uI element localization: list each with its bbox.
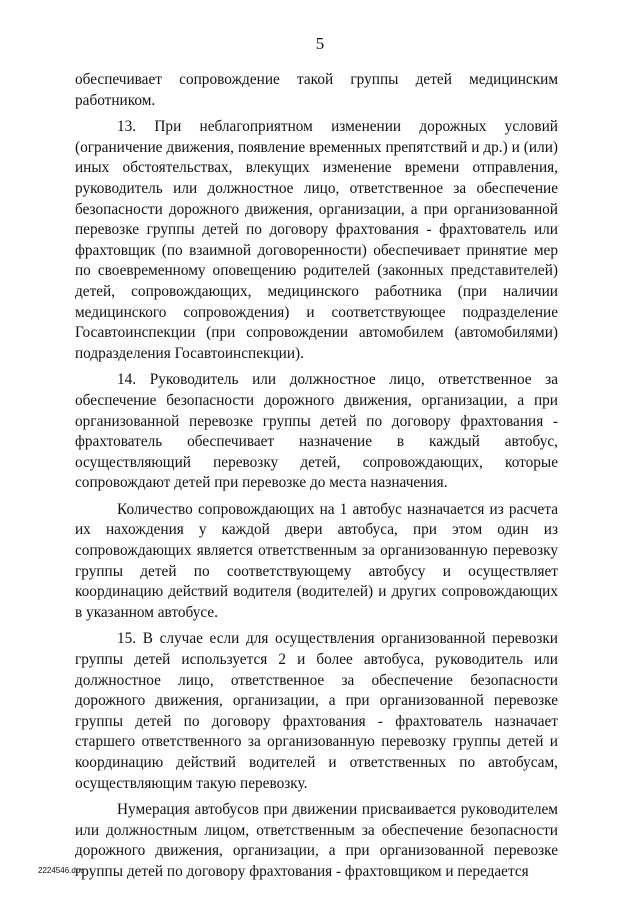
paragraph-bus-numbering: Нумерация автобусов при движении присваивается руководителем или должностным лицом, ответственным за обеспечение безопасности дорожного движения, организации, а при организованной перевозке группы детей по договору фрахтования - фрахтовщиком и передается: [75, 801, 558, 880]
footer-filename: 2224546.doc: [38, 866, 85, 875]
document-body: [75, 70, 558, 889]
paragraph-continuation: обеспечивает сопровождение такой группы детей медицинским работником.: [75, 71, 558, 109]
paragraph-item-15: 15. В случае если для осуществления организованной перевозки группы детей используется 2 и более автобуса, руководитель или должностное лицо, ответственное за обеспечение безопасности дорожного движения, организации, а при организованной перевозке группы детей по договору фрахтования - фрахтователь назначает старшего ответственного за организованную перевозку группы детей и координацию действий водителей и ответственных по автобусам, осуществляющим такую перевозку.: [75, 630, 558, 792]
paragraph-item-13: 13. При неблагоприятном изменении дорожных условий (ограничение движения, появление временных препятствий и др.) и (или) иных обстоятельствах, влекущих изменение времени отправления, руководитель или должностное лицо, ответственное за обеспечение безопасности дорожного движения, организации, а при организованной перевозке группы детей по договору фрахтования - фрахтователь или фрахтовщик (по взаимной договоренности) обеспечивает принятие мер по своевременному оповещению родителей (законных представителей) детей, сопровождающих, медицинского работника (при наличии медицинского сопровождения) и соответствующее подразделение Госавтоинспекции (при сопровождении автомобилем (автомобилями) подразделения Госавтоинспекции).: [75, 118, 558, 362]
paragraph-item-14: 14. Руководитель или должностное лицо, ответственное за обеспечение безопасности дорожного движения, организации, а при организованной перевозке группы детей по договору фрахтования - фрахтователь обеспечивает назначение в каждый автобус, осуществляющий перевозку детей, сопровождающих, которые сопровождают детей при перевозке до места назначения.: [75, 371, 558, 492]
page-number: 5: [315, 34, 325, 53]
paragraph-escort-count: Количество сопровождающих на 1 автобус назначается из расчета их нахождения у каждой двери автобуса, при этом один из сопровождающих является ответственным за организованную перевозку группы детей по соответствующему автобусу и осуществляет координацию действий водителя (водителей) и других сопровождающих в указанном автобусе.: [75, 500, 558, 621]
